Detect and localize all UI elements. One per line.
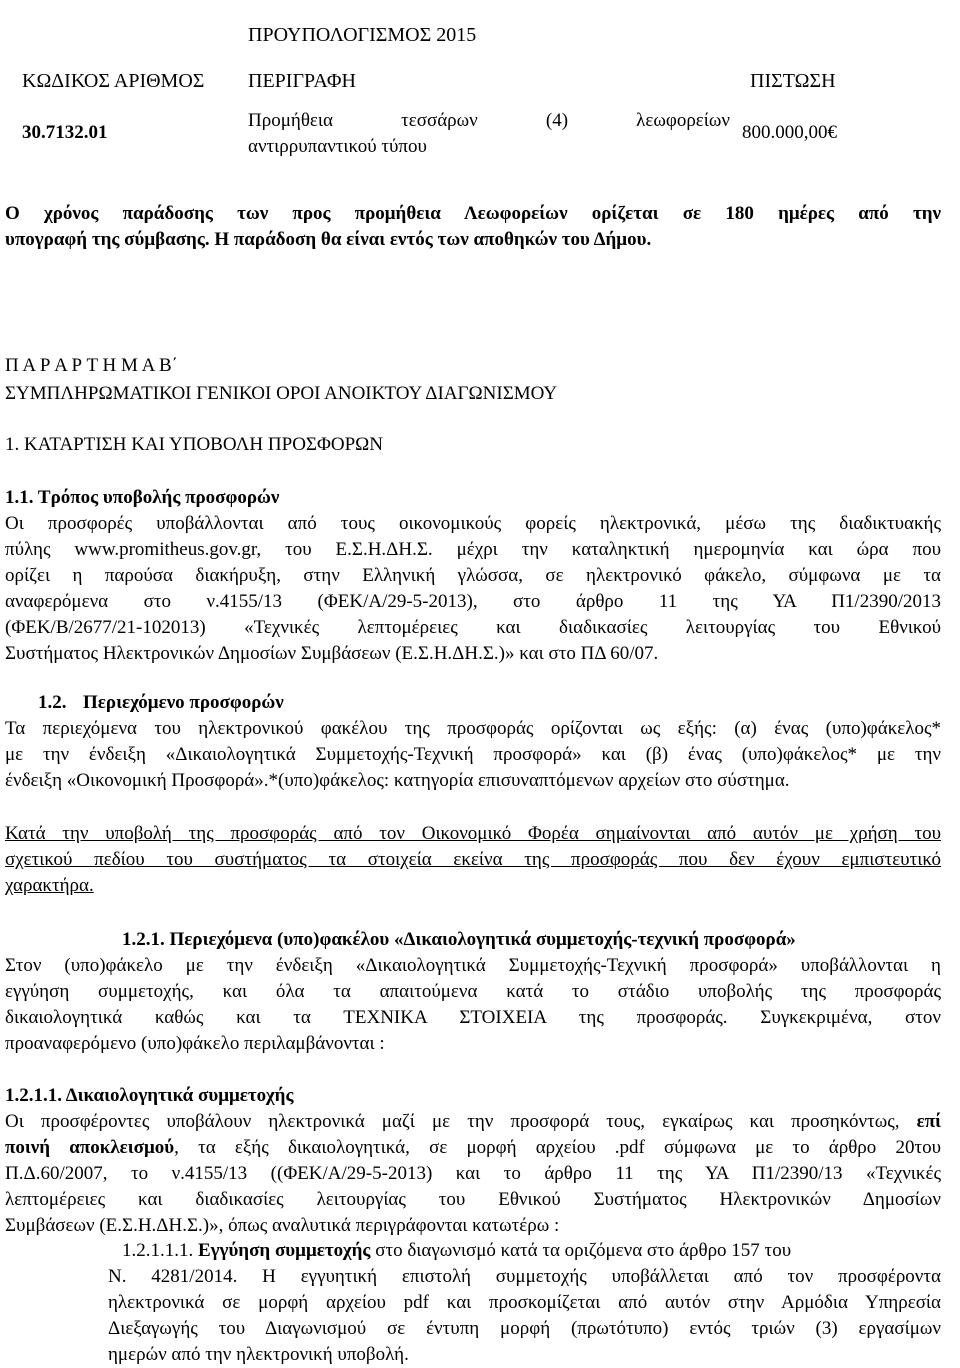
- emphasis-text: επί: [916, 1111, 941, 1132]
- section-1-2-1-1-body: [5, 1109, 941, 1239]
- emphasis-text: ποινή αποκλεισμού: [5, 1137, 175, 1158]
- body-text: Οι προσφέροντες υποβάλουν ηλεκτρονικά μαζί με την προσφορά τους, εγκαίρως και προσηκόντως,: [5, 1111, 900, 1132]
- delivery-paragraph: [5, 201, 941, 253]
- body-line: λεπτομέρειες και διαδικασίες λειτουργίας του Εθνικού Συστήματος Ηλεκτρονικών Δημοσίων: [5, 1189, 941, 1210]
- body-line: Στον (υπο)φάκελο με την ένδειξη «Δικαιολογητικά Συμμετοχής-Τεχνική προσφορά» υποβάλλονται η: [5, 955, 941, 976]
- underlined-line: σχετικού πεδίου του συστήματος τα στοιχεία εκείνα της προσφοράς που δεν έχουν εμπιστευτικό: [5, 849, 941, 870]
- budget-title: ΠΡΟΥΠΟΛΟΓΙΣΜΟΣ 2015: [248, 24, 477, 46]
- body-line: προαναφερόμενο (υπο)φάκελο περιλαμβάνονται :: [5, 1033, 385, 1054]
- body-line: Διεξαγωγής του Διαγωνισμού σε έντυπη μορφή (πρωτότυπο) εντός τριών (3) εργασίμων: [108, 1318, 941, 1339]
- body-line: [5, 1135, 941, 1161]
- section-1-2-1-body: [5, 953, 941, 1057]
- body-line: (ΦΕΚ/Β/2677/21-102013) «Τεχνικές λεπτομέρειες και διαδικασίες λειτουργίας του Εθνικού: [5, 617, 941, 638]
- section-1-2-1-1-1-number: 1.2.1.1.1.: [122, 1240, 194, 1261]
- delivery-line: υπογραφή της σύμβασης. Η παράδοση θα είναι εντός των αποθηκών του Δήμου.: [5, 229, 652, 250]
- row-credit: 800.000,00€: [742, 122, 837, 143]
- body-line: Συμβάσεων (Ε.Σ.Η.ΔΗ.Σ.)», όπως αναλυτικά περιγράφονται κατωτέρω :: [5, 1215, 560, 1236]
- body-text: , τα εξής δικαιολογητικά, σε μορφή αρχείου .pdf σύμφωνα με το άρθρο 20του: [174, 1137, 941, 1158]
- section-1-heading: 1. ΚΑΤΑΡΤΙΣΗ ΚΑΙ ΥΠΟΒΟΛΗ ΠΡΟΣΦΟΡΩΝ: [5, 434, 383, 455]
- guarantee-heading: Εγγύηση συμμετοχής: [198, 1240, 371, 1261]
- section-1-1-body: [5, 511, 941, 667]
- section-1-2-1-1-heading: 1.2.1.1. Δικαιολογητικά συμμετοχής: [5, 1085, 294, 1106]
- body-line: αναφερόμενα στο ν.4155/13 (ΦΕΚ/Α/29-5-2013), στο άρθρο 11 της ΥΑ Π1/2390/2013: [5, 591, 941, 612]
- body-line: ημερών από την ηλεκτρονική υποβολή.: [108, 1344, 409, 1365]
- confidentiality-note: [5, 821, 941, 899]
- section-1-2-number: 1.2.: [38, 692, 67, 713]
- body-line: ηλεκτρονικά σε μορφή αρχείου pdf και προσκομίζεται από αυτόν στην Αρμόδια Υπηρεσία: [108, 1292, 941, 1313]
- section-1-2-body: [5, 716, 941, 794]
- body-line: Οι προσφορές υποβάλλονται από τους οικονομικούς φορείς ηλεκτρονικά, μέσω της διαδικτυακής: [5, 513, 941, 534]
- col-code-header: ΚΩΔΙΚΟΣ ΑΡΙΘΜΟΣ: [22, 70, 205, 92]
- row-description-line2: αντιρρυπαντικού τύπου: [248, 136, 427, 157]
- body-line: με την ένδειξη «Δικαιολογητικά Συμμετοχής-Τεχνική προσφορά» και (β) ένας (υπο)φάκελος* με την: [5, 744, 941, 765]
- section-1-2-1-1-1-firstline: [122, 1238, 941, 1264]
- section-1-1-heading: 1.1. Τρόπος υποβολής προσφορών: [5, 487, 280, 508]
- body-line: εγγύηση συμμετοχής, και όλα τα απαιτούμενα κατά το στάδιο υποβολής της προσφοράς: [5, 981, 941, 1002]
- body-line: ένδειξη «Οικονομική Προσφορά».*(υπο)φάκελος: κατηγορία επισυναπτόμενων αρχείων στο σύστημα.: [5, 770, 790, 791]
- col-description-header: ΠΕΡΙΓΡΑΦΗ: [248, 70, 356, 92]
- delivery-line: Ο χρόνος παράδοσης των προς προμήθεια Λεωφορείων ορίζεται σε 180 ημέρες από την: [5, 203, 941, 224]
- underlined-line: χαρακτήρα.: [5, 875, 94, 896]
- section-1-2-1-1-1-body: [108, 1264, 941, 1368]
- annex-subtitle: ΣΥΜΠΛΗΡΩΜΑΤΙΚΟΙ ΓΕΝΙΚΟΙ ΟΡΟΙ ΑΝΟΙΚΤΟΥ ΔΙΑΓΩΝΙΣΜΟΥ: [5, 383, 558, 404]
- body-line: ορίζει η παρούσα διακήρυξη, στην Ελληνική γλώσσα, σε ηλεκτρονικό φάκελο, σύμφωνα με τα: [5, 565, 941, 586]
- underlined-line: Κατά την υποβολή της προσφοράς από τον Οικονομικό Φορέα σημαίνονται από αυτόν με χρήση του: [5, 823, 941, 844]
- body-line: Συστήματος Ηλεκτρονικών Δημοσίων Συμβάσεων (Ε.Σ.Η.ΔΗ.Σ.)» και στο ΠΔ 60/07.: [5, 643, 659, 664]
- body-line: Π.Δ.60/2007, το ν.4155/13 ((ΦΕΚ/Α/29-5-2013) και το άρθρο 11 της ΥΑ Π1/2390/13 «Τεχνικές: [5, 1163, 941, 1184]
- section-1-2-1-heading: 1.2.1. Περιεχόμενα (υπο)φακέλου «Δικαιολογητικά συμμετοχής-τεχνική προσφορά»: [122, 929, 796, 950]
- body-line: Ν. 4281/2014. Η εγγυητική επιστολή συμμετοχής υποβάλλεται από τον προσφέροντα: [108, 1266, 941, 1287]
- row-code: 30.7132.01: [22, 122, 108, 143]
- col-credit-header: ΠΙΣΤΩΣΗ: [750, 70, 836, 92]
- row-description-line1: Προμήθεια τεσσάρων (4) λεωφορείων: [248, 110, 730, 131]
- body-line: πύλης www.promitheus.gov.gr, του Ε.Σ.Η.ΔΗ.Σ. μέχρι την καταληκτική ημερομηνία και ώρα που: [5, 539, 941, 560]
- body-line: [5, 1109, 941, 1135]
- body-line: δικαιολογητικά καθώς και τα ΤΕΧΝΙΚΑ ΣΤΟΙΧΕΙΑ της προσφοράς. Συγκεκριμένα, στον: [5, 1007, 941, 1028]
- section-1-2-heading: Περιεχόμενο προσφορών: [83, 692, 284, 713]
- body-text: στο διαγωνισμό κατά τα οριζόμενα στο άρθρο 157 του: [375, 1240, 792, 1261]
- body-line: Τα περιεχόμενα του ηλεκτρονικού φακέλου της προσφοράς ορίζονται ως εξής: (α) ένας (υπο)φάκελος*: [5, 718, 941, 739]
- annex-title: Π Α Ρ Α Ρ Τ Η Μ Α Β΄: [5, 355, 179, 376]
